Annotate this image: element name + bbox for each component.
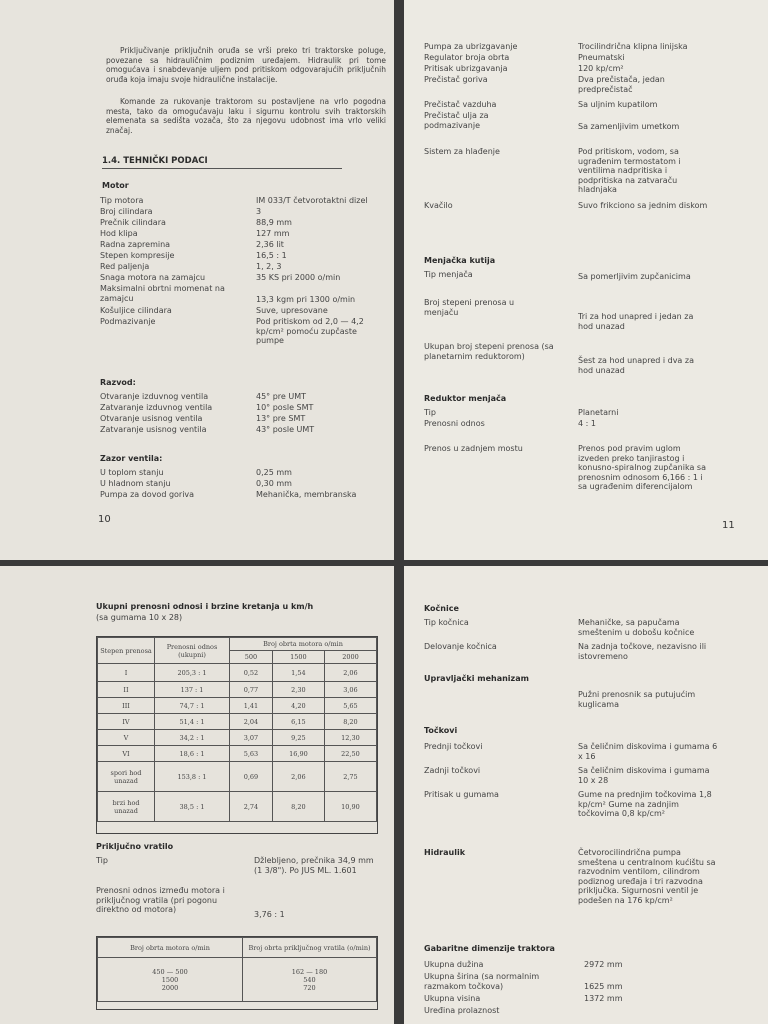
row-value: 2972 mm bbox=[584, 960, 623, 969]
row-label: Stepen kompresije bbox=[100, 251, 175, 260]
cell-v1: 2,74 bbox=[230, 792, 273, 822]
motor-row bbox=[100, 262, 390, 273]
pto-row bbox=[98, 958, 377, 1002]
row-label: Otvaranje izduvnog ventila bbox=[100, 392, 209, 401]
razvod-row bbox=[100, 392, 390, 403]
cell-v3: 12,30 bbox=[324, 730, 376, 746]
row-value: Sa čeličnim diskovima i gumama 10 x 28 bbox=[578, 766, 710, 785]
row-label: Regulator broja obrta bbox=[424, 53, 510, 62]
row-label: Pumpa za ubrizgavanje bbox=[424, 42, 518, 51]
vratilo-heading: Priključno vratilo bbox=[96, 842, 174, 851]
cell-v2: 8,20 bbox=[272, 792, 324, 822]
row-value: Pod pritiskom, vodom, sa ugrađenim termostatom i ventilima nadpritiska i podpritiska na zatvaraču hladnjaka bbox=[578, 147, 681, 194]
cell-gear: brzi hod unazad bbox=[98, 792, 155, 822]
gabaritne-list bbox=[424, 960, 754, 1018]
kocnice-list bbox=[424, 618, 754, 666]
kocnice-heading: Kočnice bbox=[424, 604, 459, 613]
spec-row bbox=[424, 42, 754, 53]
row-label: Ukupna širina (sa normalnim razmakom točkova) bbox=[424, 972, 540, 991]
row-value: 1, 2, 3 bbox=[256, 262, 282, 271]
hidraulik-value: Četvorocilindrična pumpa smeštena u centralnom kućištu sa razvodnim ventilom, cilindrom podiznog uređaja i tri razvodna priključka. Sigurnosni ventil je podešen na 176 kp/cm² bbox=[578, 848, 716, 905]
gabaritne-row bbox=[424, 960, 754, 972]
intro-paragraph-2: Komande za rukovanje traktorom su postavljene na vrlo pogodna mesta, tako da omogućavaju laku i sigurnu kontrolu svih traktorskih elemenata sa sedišta vozača, što za njegovu udobnost ima vrlo veliki značaj. bbox=[106, 97, 386, 135]
tip-value: Džlebljeno, prečnika 34,9 mm (1 3/8"). Po JUS ML. 1.601 bbox=[254, 856, 374, 875]
row-label: Prečistač vazduha bbox=[424, 100, 497, 109]
reduktor-row bbox=[424, 419, 754, 430]
cell-ratio: 205,3 : 1 bbox=[155, 664, 230, 682]
row-value: Tri za hod unapred i jedan za hod unazad bbox=[578, 312, 694, 331]
row-value: 1372 mm bbox=[584, 994, 623, 1003]
row-value: Pneumatski bbox=[578, 53, 625, 62]
cell-v3: 8,20 bbox=[324, 714, 376, 730]
motor-row bbox=[100, 229, 390, 240]
pto-shaft-value: 720 bbox=[303, 983, 316, 992]
motor-row bbox=[100, 196, 390, 207]
pto-table bbox=[97, 937, 377, 1002]
razvod-heading: Razvod: bbox=[100, 378, 136, 387]
page-13 bbox=[404, 566, 768, 1024]
razvod-list bbox=[100, 392, 390, 436]
cell-gear: spori hod unazad bbox=[98, 762, 155, 792]
spec-list bbox=[424, 42, 754, 225]
row-label: Maksimalni obrtni momenat na zamajcu bbox=[100, 284, 225, 303]
row-label: Tip bbox=[424, 408, 436, 417]
spec-row bbox=[424, 75, 754, 100]
cell-gear: III bbox=[98, 698, 155, 714]
row-label: Delovanje kočnica bbox=[424, 642, 497, 651]
page-12 bbox=[0, 566, 394, 1024]
row-label: Broj cilindara bbox=[100, 207, 153, 216]
row-value: Trocilindrična klipna linijska bbox=[578, 42, 688, 51]
cell-v2: 1,54 bbox=[272, 664, 324, 682]
row-value: 35 KS pri 2000 o/min bbox=[256, 273, 341, 282]
row-label: Prečnik cilindara bbox=[100, 218, 166, 227]
row-value: 13,3 kgm pri 1300 o/min bbox=[256, 295, 356, 304]
motor-row bbox=[100, 251, 390, 262]
cell-v1: 1,41 bbox=[230, 698, 273, 714]
row-value: 2,36 lit bbox=[256, 240, 284, 249]
cell-v1: 2,04 bbox=[230, 714, 273, 730]
speed-table-title: Ukupni prenosni odnosi i brzine kretanja u km/h bbox=[96, 602, 314, 611]
pto-header-motor: Broj obrta motora o/min bbox=[98, 938, 243, 958]
motor-row bbox=[100, 306, 390, 317]
pto-header-shaft: Broj obrta priključnog vratila (o/min) bbox=[243, 938, 377, 958]
tockovi-list bbox=[424, 742, 754, 834]
row-label: Broj stepeni prenosa u menjaču bbox=[424, 298, 515, 317]
zazor-heading: Zazor ventila: bbox=[100, 454, 163, 463]
pto-table-frame bbox=[96, 936, 378, 1010]
motor-row bbox=[100, 207, 390, 218]
header-rpm-500: 500 bbox=[230, 651, 273, 664]
zazor-list bbox=[100, 468, 390, 501]
motor-heading: Motor bbox=[102, 181, 129, 190]
motor-row bbox=[100, 273, 390, 284]
cell-v3: 5,65 bbox=[324, 698, 376, 714]
cell-v3: 2,75 bbox=[324, 762, 376, 792]
section-title: 1.4. TEHNIČKI PODACI bbox=[102, 156, 208, 166]
header-stepen: Stepen prenosa bbox=[98, 638, 155, 664]
spec-row bbox=[424, 201, 754, 225]
gabaritne-row bbox=[424, 994, 754, 1006]
zazor-row bbox=[100, 490, 390, 501]
cell-ratio: 137 : 1 bbox=[155, 682, 230, 698]
kocnice-row bbox=[424, 642, 754, 666]
page-10 bbox=[0, 0, 394, 560]
row-label: Kvačilo bbox=[424, 201, 453, 210]
header-broj: Broj obrta motora o/min bbox=[230, 638, 377, 651]
row-label: Zadnji točkovi bbox=[424, 766, 481, 775]
odnos-value: 3,76 : 1 bbox=[254, 910, 285, 919]
row-value: 4 : 1 bbox=[578, 419, 596, 428]
row-label: Tip menjača bbox=[424, 270, 473, 279]
row-value: Šest za hod unapred i dva za hod unazad bbox=[578, 356, 694, 375]
menjac-heading: Menjačka kutija bbox=[424, 256, 496, 265]
cell-v2: 2,30 bbox=[272, 682, 324, 698]
row-label: U toplom stanju bbox=[100, 468, 164, 477]
row-value: Planetarni bbox=[578, 408, 619, 417]
table-row bbox=[98, 714, 377, 730]
row-label: Uređina prolaznost bbox=[424, 1006, 500, 1015]
row-value: 43° posle UMT bbox=[256, 425, 315, 434]
cell-v2: 4,20 bbox=[272, 698, 324, 714]
gabaritne-heading: Gabaritne dimenzije traktora bbox=[424, 944, 555, 953]
page-11 bbox=[404, 0, 768, 560]
cell-gear: V bbox=[98, 730, 155, 746]
cell-v3: 22,50 bbox=[324, 746, 376, 762]
row-value: Sa čeličnim diskovima i gumama 6 x 16 bbox=[578, 742, 718, 761]
row-value: Gume na prednjim točkovima 1,8 kp/cm² Gume na zadnjim točkovima 0,8 kp/cm² bbox=[578, 790, 712, 818]
row-value: Sa zamenljivim umetkom bbox=[578, 122, 680, 131]
row-label: Sistem za hlađenje bbox=[424, 147, 500, 156]
row-value: Mehanička, membranska bbox=[256, 490, 357, 499]
gabaritne-row bbox=[424, 972, 754, 994]
cell-gear: II bbox=[98, 682, 155, 698]
cell-ratio: 74,7 : 1 bbox=[155, 698, 230, 714]
cell-v2: 9,25 bbox=[272, 730, 324, 746]
row-value: 10° posle SMT bbox=[256, 403, 314, 412]
odnos-label: Prenosni odnos između motora i priključnog vratila (pri pogonu direktno od motora) bbox=[96, 886, 225, 914]
reduktor-list bbox=[424, 408, 754, 430]
row-label: Radna zapremina bbox=[100, 240, 171, 249]
row-value: 127 mm bbox=[256, 229, 290, 238]
cell-ratio: 38,5 : 1 bbox=[155, 792, 230, 822]
table-row bbox=[98, 664, 377, 682]
section-underline bbox=[102, 168, 342, 169]
reduktor-row bbox=[424, 408, 754, 419]
cell-v2: 6,15 bbox=[272, 714, 324, 730]
row-label: Pumpa za dovod goriva bbox=[100, 490, 195, 499]
table-row bbox=[98, 762, 377, 792]
razvod-row bbox=[100, 403, 390, 414]
motor-row bbox=[100, 240, 390, 251]
row-label: Red paljenja bbox=[100, 262, 150, 271]
tockovi-row bbox=[424, 790, 754, 834]
cell-v3: 10,90 bbox=[324, 792, 376, 822]
cell-v1: 0,52 bbox=[230, 664, 273, 682]
row-value: Sa pomerljivim zupčanicima bbox=[578, 272, 691, 281]
razvod-row bbox=[100, 425, 390, 436]
row-label: Prednji točkovi bbox=[424, 742, 483, 751]
table-row bbox=[98, 682, 377, 698]
speed-table-frame bbox=[96, 636, 378, 834]
row-value: 120 kp/cm² bbox=[578, 64, 624, 73]
row-value: 16,5 : 1 bbox=[256, 251, 287, 260]
pto-motor-value: 1500 bbox=[161, 975, 179, 984]
cell-gear: VI bbox=[98, 746, 155, 762]
menjac-row bbox=[424, 270, 754, 298]
row-label: Snaga motora na zamajcu bbox=[100, 273, 206, 282]
row-label: Podmazivanje bbox=[100, 317, 156, 326]
row-value: 13° pre SMT bbox=[256, 414, 306, 423]
spec-row bbox=[424, 53, 754, 64]
row-label: Košuljice cilindara bbox=[100, 306, 172, 315]
hidraulik-label: Hidraulik bbox=[424, 848, 466, 857]
pto-shaft-value: 540 bbox=[303, 975, 316, 984]
row-label: Prečistač goriva bbox=[424, 75, 488, 84]
row-value: IM 033/T četvorotaktni dizel bbox=[256, 196, 368, 205]
cell-v2: 2,06 bbox=[272, 762, 324, 792]
tockovi-heading: Točkovi bbox=[424, 726, 458, 735]
cell-v3: 2,06 bbox=[324, 664, 376, 682]
row-value: 0,25 mm bbox=[256, 468, 292, 477]
menjac-list bbox=[424, 270, 754, 384]
spec-row bbox=[424, 111, 754, 147]
kocnice-row bbox=[424, 618, 754, 642]
spec-row bbox=[424, 147, 754, 201]
header-odnos: Prenosni odnos (ukupni) bbox=[155, 638, 230, 664]
tip-label: Tip bbox=[96, 856, 108, 865]
row-label: Ukupna visina bbox=[424, 994, 481, 1003]
spec-row bbox=[424, 100, 754, 111]
row-label: Hod klipa bbox=[100, 229, 138, 238]
upravljacki-heading: Upravljački mehanizam bbox=[424, 674, 529, 683]
row-label: Tip motora bbox=[100, 196, 144, 205]
gabaritne-row bbox=[424, 1006, 754, 1018]
cell-ratio: 153,8 : 1 bbox=[155, 762, 230, 792]
motor-row bbox=[100, 284, 390, 306]
table-row bbox=[98, 698, 377, 714]
table-row bbox=[98, 792, 377, 822]
row-label: Prenosni odnos bbox=[424, 419, 485, 428]
intro-paragraph-1: Priključivanje priključnih oruđa se vrši preko tri traktorske poluge, povezane sa hidrauličnim podiznim uređajem. Hidraulik pri tome omogućava i snabdevanje uljem pod pritiskom odgovarajućih priključnih oruđa koja imaju svoje hidraulične instalacije. bbox=[106, 46, 386, 84]
tockovi-row bbox=[424, 766, 754, 790]
cell-v3: 3,06 bbox=[324, 682, 376, 698]
row-value: Sa uljnim kupatilom bbox=[578, 100, 658, 109]
cell-v1: 0,77 bbox=[230, 682, 273, 698]
row-label: U hladnom stanju bbox=[100, 479, 171, 488]
prenos-label: Prenos u zadnjem mostu bbox=[424, 444, 523, 453]
razvod-row bbox=[100, 414, 390, 425]
cell-gear: I bbox=[98, 664, 155, 682]
row-label: Pritisak ubrizgavanja bbox=[424, 64, 508, 73]
page-number: 10 bbox=[98, 514, 111, 525]
cell-v1: 3,07 bbox=[230, 730, 273, 746]
row-label: Ukupna dužina bbox=[424, 960, 484, 969]
zazor-row bbox=[100, 468, 390, 479]
speed-table bbox=[97, 637, 377, 822]
row-value: 3 bbox=[256, 207, 262, 216]
row-value: 88,9 mm bbox=[256, 218, 292, 227]
motor-list bbox=[100, 196, 390, 347]
row-value: 1625 mm bbox=[584, 982, 623, 991]
page-number: 11 bbox=[722, 520, 735, 531]
upravljacki-value: Pužni prenosnik sa putujućim kuglicama bbox=[578, 690, 696, 709]
row-label: Pritisak u gumama bbox=[424, 790, 499, 799]
cell-ratio: 51,4 : 1 bbox=[155, 714, 230, 730]
pto-motor-cell bbox=[98, 958, 243, 1002]
cell-gear: IV bbox=[98, 714, 155, 730]
reduktor-heading: Reduktor menjača bbox=[424, 394, 507, 403]
table-row bbox=[98, 746, 377, 762]
row-value: Mehaničke, sa papučama smeštenim u dobošu kočnice bbox=[578, 618, 695, 637]
menjac-row bbox=[424, 342, 754, 384]
row-label: Tip kočnica bbox=[424, 618, 469, 627]
table-row bbox=[98, 730, 377, 746]
menjac-row bbox=[424, 298, 754, 342]
row-value: Dva prečistača, jedan predprečistač bbox=[578, 75, 665, 94]
row-value: Pod pritiskom od 2,0 — 4,2 kp/cm² pomoću zupčaste pumpe bbox=[256, 317, 364, 345]
header-rpm-1500: 1500 bbox=[272, 651, 324, 664]
cell-v1: 0,69 bbox=[230, 762, 273, 792]
zazor-row bbox=[100, 479, 390, 490]
motor-row bbox=[100, 317, 390, 347]
pto-motor-value: 2000 bbox=[161, 983, 179, 992]
row-value: 45° pre UMT bbox=[256, 392, 307, 401]
motor-row bbox=[100, 218, 390, 229]
cell-v1: 5,63 bbox=[230, 746, 273, 762]
header-rpm-2000: 2000 bbox=[324, 651, 376, 664]
row-value: 0,30 mm bbox=[256, 479, 292, 488]
row-label: Zatvaranje usisnog ventila bbox=[100, 425, 207, 434]
cell-ratio: 34,2 : 1 bbox=[155, 730, 230, 746]
pto-motor-value: 450 — 500 bbox=[152, 967, 188, 976]
row-label: Prečistač ulja za podmazivanje bbox=[424, 111, 489, 130]
pto-shaft-cell bbox=[243, 958, 377, 1002]
row-label: Ukupan broj stepeni prenosa (sa planetarnim reduktorom) bbox=[424, 342, 554, 361]
row-value: Suve, upresovane bbox=[256, 306, 328, 315]
tockovi-row bbox=[424, 742, 754, 766]
spec-row bbox=[424, 64, 754, 75]
speed-table-subtitle: (sa gumama 10 x 28) bbox=[96, 613, 183, 622]
cell-v2: 16,90 bbox=[272, 746, 324, 762]
prenos-value: Prenos pod pravim uglom izveden preko tanjirastog i konusno-spiralnog zupčanika sa prenosnim odnosom 6,166 : 1 i sa ugrađenim diferencijalom bbox=[578, 444, 706, 491]
row-label: Zatvaranje izduvnog ventila bbox=[100, 403, 213, 412]
pto-shaft-value: 162 — 180 bbox=[291, 967, 328, 976]
row-value: Na zadnja točkove, nezavisno ili istovremeno bbox=[578, 642, 707, 661]
row-label: Otvaranje usisnog ventila bbox=[100, 414, 203, 423]
cell-ratio: 18,6 : 1 bbox=[155, 746, 230, 762]
row-value: Suvo frikciono sa jednim diskom bbox=[578, 201, 708, 210]
